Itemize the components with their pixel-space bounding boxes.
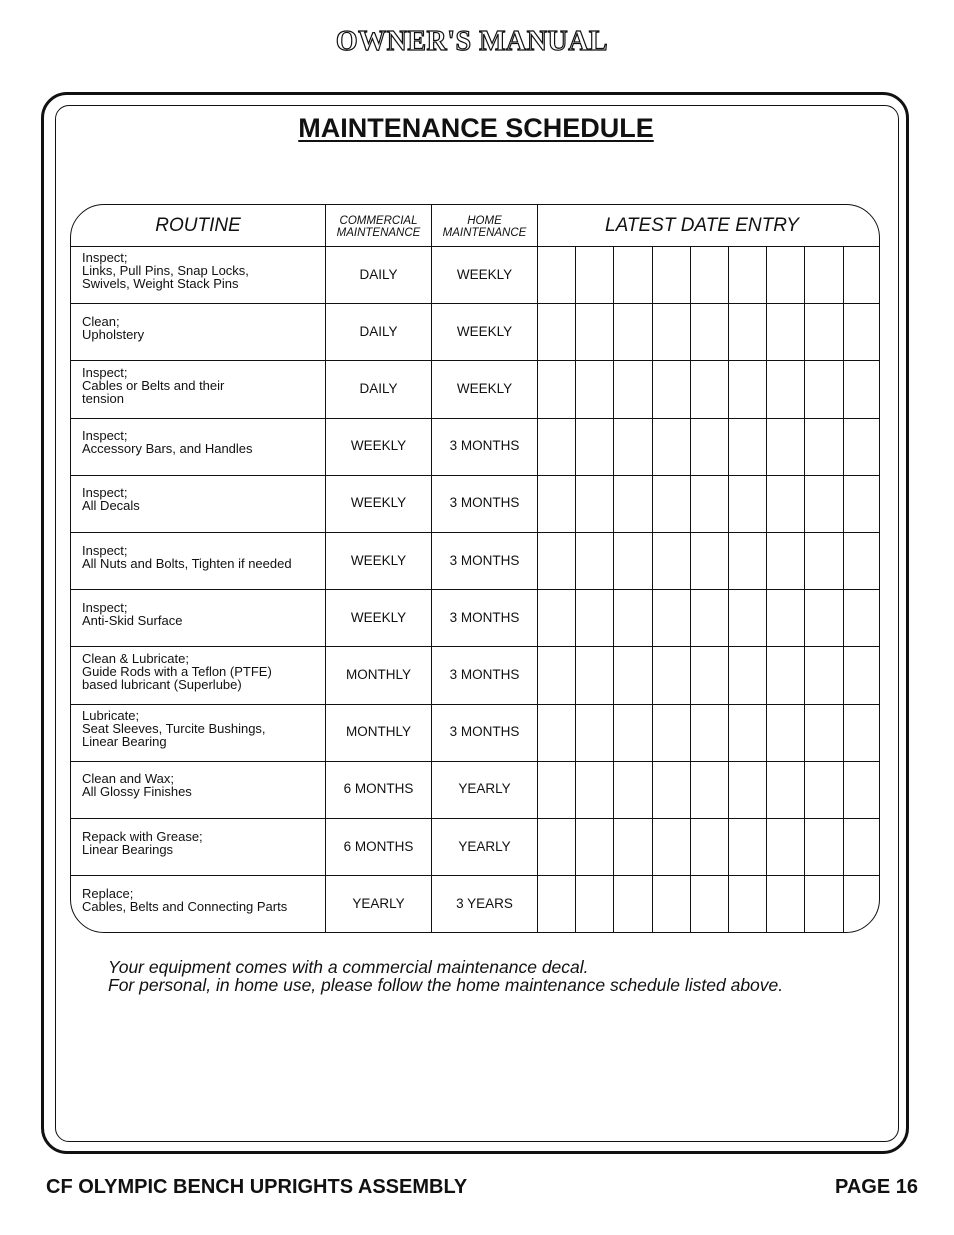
header-commercial-line2: MAINTENANCE (336, 227, 421, 239)
date-entry-cell[interactable] (844, 247, 880, 302)
date-entry-cell[interactable] (844, 819, 880, 874)
date-entry-cell[interactable] (614, 876, 650, 931)
commercial-frequency: WEEKLY (350, 552, 407, 568)
date-entry-cell[interactable] (729, 647, 765, 702)
date-entry-cell[interactable] (576, 419, 612, 474)
routine-text: Inspect; Cables or Belts and their tension (82, 364, 225, 406)
routine-text: Clean; Upholstery (82, 313, 145, 342)
commercial-frequency: WEEKLY (350, 609, 407, 625)
date-entry-cell[interactable] (805, 705, 841, 760)
date-entry-cell[interactable] (805, 819, 841, 874)
date-entry-cell[interactable] (614, 705, 650, 760)
home-frequency: WEEKLY (456, 266, 513, 282)
header-commercial (326, 209, 431, 245)
schedule-title: MAINTENANCE SCHEDULE (298, 113, 654, 143)
routine-text: Inspect; All Decals (82, 485, 140, 514)
header-latest-date-entry: LATEST DATE ENTRY (605, 214, 799, 236)
column-divider (431, 205, 432, 932)
date-entry-cell[interactable] (576, 361, 612, 416)
date-entry-cell[interactable] (767, 419, 803, 474)
home-frequency: 3 MONTHS (449, 724, 520, 740)
date-entry-cell[interactable] (767, 533, 803, 588)
date-entry-cell[interactable] (614, 533, 650, 588)
home-frequency: WEEKLY (456, 381, 513, 396)
date-entry-cell[interactable] (729, 361, 765, 416)
date-entry-cell[interactable] (805, 304, 841, 359)
date-entry-cell[interactable] (538, 705, 574, 760)
date-entry-cell[interactable] (844, 533, 880, 588)
date-entry-cell[interactable] (576, 819, 612, 874)
header-home (432, 209, 537, 245)
commercial-frequency: DAILY (359, 323, 398, 339)
date-entry-cell[interactable] (767, 476, 803, 531)
footer-page-number: PAGE 16 (835, 1176, 918, 1198)
header-home-line1: HOME (467, 215, 502, 227)
home-frequency: 3 MONTHS (449, 495, 520, 511)
routine-text: Inspect; Links, Pull Pins, Snap Locks, Swivels, Weight Stack Pins (82, 250, 249, 292)
home-frequency: YEARLY (458, 838, 511, 854)
home-frequency: YEARLY (458, 781, 511, 797)
maintenance-note (108, 958, 868, 994)
date-entry-cell[interactable] (691, 361, 727, 416)
date-entry-cell[interactable] (538, 304, 574, 359)
date-entry-cell[interactable] (767, 247, 803, 302)
commercial-frequency: DAILY (359, 266, 398, 282)
date-entry-cell[interactable] (653, 819, 689, 874)
date-entry-cell[interactable] (844, 304, 880, 359)
date-entry-cell[interactable] (614, 819, 650, 874)
home-frequency: 3 MONTHS (449, 438, 520, 454)
header-home-line2: MAINTENANCE (442, 227, 527, 239)
date-entry-cell[interactable] (576, 876, 612, 931)
date-entry-cell[interactable] (805, 361, 841, 416)
date-entry-cell[interactable] (538, 419, 574, 474)
date-entry-cell[interactable] (729, 419, 765, 474)
date-entry-cell[interactable] (767, 647, 803, 702)
routine-text: Clean and Wax; All Glossy Finishes (82, 771, 192, 800)
routine-text: Inspect; Accessory Bars, and Handles (82, 428, 253, 457)
date-entry-cell[interactable] (538, 533, 574, 588)
date-entry-cell[interactable] (805, 647, 841, 702)
routine-text: Repack with Grease; Linear Bearings (82, 828, 203, 857)
date-entry-cell[interactable] (805, 876, 841, 931)
routine-text: Inspect; All Nuts and Bolts, Tighten if needed (82, 542, 292, 571)
date-entry-cell[interactable] (844, 762, 880, 817)
column-divider (325, 205, 326, 932)
date-entry-cell[interactable] (805, 247, 841, 302)
note-line2: For personal, in home use, please follow the home maintenance schedule listed above. (108, 975, 784, 995)
date-entry-cell[interactable] (805, 590, 841, 645)
date-entry-cell[interactable] (614, 647, 650, 702)
date-entry-cell[interactable] (691, 819, 727, 874)
home-frequency: 3 MONTHS (449, 552, 520, 568)
routine-text: Replace; Cables, Belts and Connecting Parts (82, 885, 288, 914)
date-entry-cell[interactable] (691, 762, 727, 817)
date-entry-cell[interactable] (691, 590, 727, 645)
date-entry-cell[interactable] (614, 247, 650, 302)
date-entry-cell[interactable] (653, 876, 689, 931)
home-frequency: 3 YEARS (456, 895, 513, 911)
date-entry-cell[interactable] (576, 476, 612, 531)
date-entry-cell[interactable] (653, 533, 689, 588)
date-entry-cell[interactable] (614, 762, 650, 817)
date-entry-cell[interactable] (653, 590, 689, 645)
home-frequency: 3 MONTHS (449, 609, 520, 625)
home-frequency: 3 MONTHS (449, 667, 520, 682)
commercial-frequency: MONTHLY (345, 667, 411, 682)
commercial-frequency: MONTHLY (345, 724, 411, 740)
commercial-frequency: 6 MONTHS (343, 781, 414, 797)
footer-document-title: CF OLYMPIC BENCH UPRIGHTS ASSEMBLY (46, 1176, 468, 1198)
date-entry-cell[interactable] (538, 876, 574, 931)
date-entry-cell[interactable] (729, 247, 765, 302)
date-entry-cell[interactable] (653, 647, 689, 702)
date-entry-cell[interactable] (653, 361, 689, 416)
date-entry-cell[interactable] (729, 476, 765, 531)
date-entry-cell[interactable] (691, 876, 727, 931)
date-entry-cell[interactable] (538, 819, 574, 874)
date-entry-cell[interactable] (576, 304, 612, 359)
routine-text: Lubricate; Seat Sleeves, Turcite Bushings, Linear Bearing (82, 707, 266, 749)
date-entry-cell[interactable] (805, 419, 841, 474)
date-entry-cell[interactable] (729, 705, 765, 760)
date-entry-cell[interactable] (767, 819, 803, 874)
routine-text: Inspect; Anti-Skid Surface (82, 599, 183, 628)
date-entry-cell[interactable] (844, 876, 880, 931)
date-entry-cell[interactable] (538, 762, 574, 817)
date-entry-cell[interactable] (653, 762, 689, 817)
date-entry-cell[interactable] (729, 533, 765, 588)
date-entry-cell[interactable] (576, 762, 612, 817)
date-entry-cell[interactable] (729, 876, 765, 931)
date-entry-cell[interactable] (691, 304, 727, 359)
date-entry-cell[interactable] (767, 876, 803, 931)
date-entry-cell[interactable] (538, 361, 574, 416)
date-entry-cell[interactable] (614, 304, 650, 359)
home-frequency: WEEKLY (456, 323, 513, 339)
date-entry-cell[interactable] (729, 304, 765, 359)
date-entry-cell[interactable] (691, 705, 727, 760)
date-entry-cell[interactable] (691, 419, 727, 474)
note-line1: Your equipment comes with a commercial maintenance decal. (108, 957, 589, 977)
date-entry-cell[interactable] (805, 762, 841, 817)
date-entry-cell[interactable] (767, 590, 803, 645)
date-entry-cell[interactable] (844, 361, 880, 416)
routine-text: Clean & Lubricate; Guide Rods with a Teflon (PTFE) based lubricant (Superlube) (82, 650, 272, 692)
date-entry-cell[interactable] (614, 361, 650, 416)
date-entry-cell[interactable] (767, 762, 803, 817)
date-entry-cell[interactable] (538, 647, 574, 702)
date-entry-cell[interactable] (691, 647, 727, 702)
date-entry-cell[interactable] (767, 304, 803, 359)
date-entry-cell[interactable] (805, 533, 841, 588)
date-entry-cell[interactable] (576, 247, 612, 302)
date-entry-cell[interactable] (538, 247, 574, 302)
date-entry-cell[interactable] (538, 590, 574, 645)
date-entry-cell[interactable] (844, 705, 880, 760)
date-entry-cell[interactable] (653, 476, 689, 531)
date-entry-cell[interactable] (691, 476, 727, 531)
date-entry-cell[interactable] (729, 819, 765, 874)
page-header-title: OWNER'S MANUAL (335, 26, 609, 57)
date-entry-cell[interactable] (576, 590, 612, 645)
date-entry-cell[interactable] (805, 476, 841, 531)
commercial-frequency: DAILY (359, 381, 398, 396)
date-entry-cell[interactable] (653, 304, 689, 359)
date-entry-cell[interactable] (691, 247, 727, 302)
maintenance-table (70, 204, 880, 933)
date-entry-cell[interactable] (653, 419, 689, 474)
header-routine: ROUTINE (155, 214, 241, 236)
date-entry-cell[interactable] (576, 647, 612, 702)
date-entry-cell[interactable] (844, 647, 880, 702)
date-entry-cell[interactable] (844, 419, 880, 474)
commercial-frequency: YEARLY (352, 895, 405, 911)
table-grid (71, 205, 879, 932)
date-entry-cell[interactable] (614, 476, 650, 531)
date-entry-cell[interactable] (767, 361, 803, 416)
date-entry-cell[interactable] (614, 419, 650, 474)
date-entry-cell[interactable] (538, 476, 574, 531)
date-entry-cell[interactable] (576, 705, 612, 760)
commercial-frequency: WEEKLY (350, 495, 407, 511)
date-entry-cell[interactable] (576, 533, 612, 588)
date-entry-cell[interactable] (767, 705, 803, 760)
date-entry-cell[interactable] (844, 476, 880, 531)
date-entry-cell[interactable] (614, 590, 650, 645)
date-entry-cell[interactable] (729, 762, 765, 817)
commercial-frequency: WEEKLY (350, 438, 407, 454)
date-entry-cell[interactable] (844, 590, 880, 645)
date-entry-cell[interactable] (691, 533, 727, 588)
date-entry-cell[interactable] (653, 705, 689, 760)
header-commercial-line1: COMMERCIAL (339, 215, 418, 227)
date-entry-cell[interactable] (729, 590, 765, 645)
commercial-frequency: 6 MONTHS (343, 838, 414, 854)
date-entry-cell[interactable] (653, 247, 689, 302)
